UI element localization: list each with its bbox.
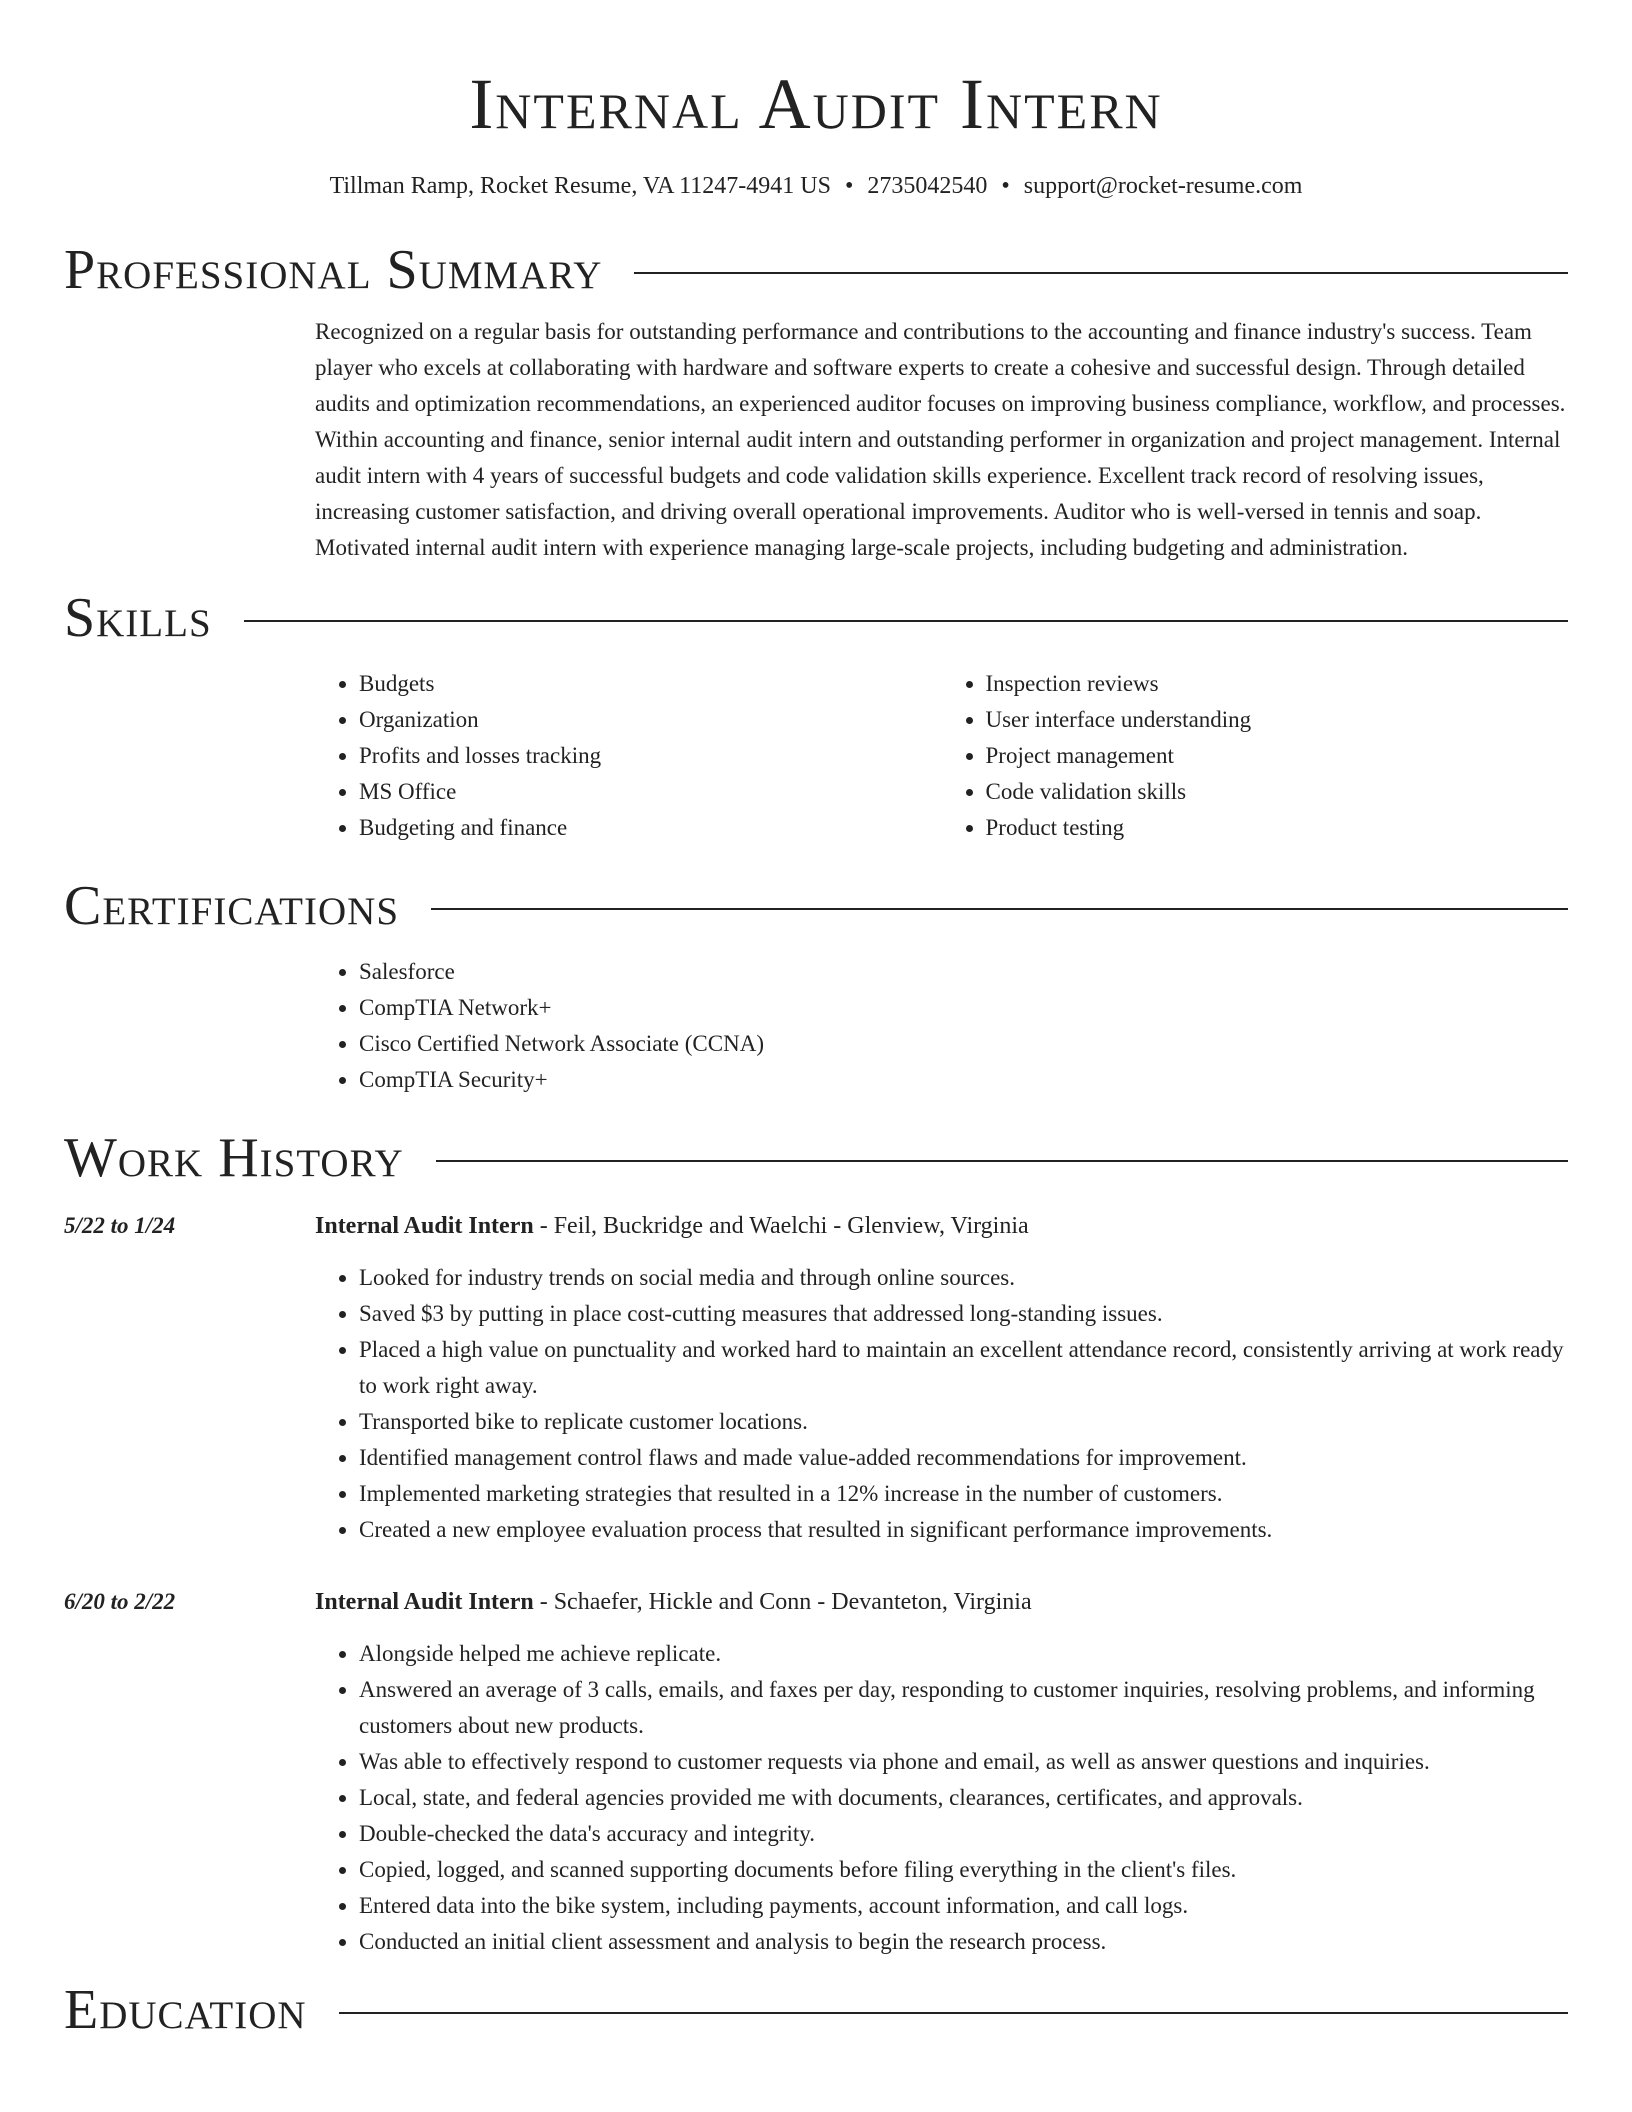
contact-line: [64, 170, 1568, 202]
certification-item: • Salesforce: [359, 954, 1568, 990]
contact-separator: •: [1001, 173, 1010, 199]
skill-item: • Project management: [986, 738, 1569, 774]
job-entry: [64, 1208, 1568, 1548]
skill-item: • MS Office: [359, 774, 942, 810]
job-bullet: • Implemented marketing strategies that resulted in a 12% increase in the number of customers.: [359, 1476, 1568, 1512]
job-detail: [315, 1208, 1568, 1548]
section-divider: [431, 908, 1568, 910]
job-bullet: • Local, state, and federal agencies provided me with documents, clearances, certificates, and approvals.: [359, 1780, 1568, 1816]
skill-item: • Budgets: [359, 666, 942, 702]
job-title-line: [315, 1208, 1568, 1244]
job-detail: [315, 1584, 1568, 1960]
summary-text: Recognized on a regular basis for outstanding performance and contributions to the accounting and finance industry's success. Team player who excels at collaborating with hardware and software experts to create a cohesive and successful design. Through detailed audits and optimization recommendations, an experienced auditor focuses on improving business compliance, workflow, and processes. Within accounting and finance, senior internal audit intern and outstanding performer in organization and project management. Internal audit intern with 4 years of successful budgets and code validation skills experience. Excellent track record of resolving issues, increasing customer satisfaction, and driving overall operational improvements. Auditor who is well-versed in tennis and soap. Motivated internal audit intern with experience managing large-scale projects, including budgeting and administration.: [315, 319, 1566, 560]
job-bullet: • Saved $3 by putting in place cost-cutting measures that addressed long-standing issues.: [359, 1296, 1568, 1332]
job-title: Internal Audit Intern: [315, 1213, 534, 1239]
job-employer: - Feil, Buckridge and Waelchi - Glenview, Virginia: [533, 1213, 1029, 1239]
job-bullet: • Placed a high value on punctuality and worked hard to maintain an excellent attendance record, consistently arriving at work ready to work right away.: [359, 1332, 1568, 1404]
job-bullet: • Looked for industry trends on social media and through online sources.: [359, 1260, 1568, 1296]
resume-title: Internal Audit Intern: [469, 64, 1163, 144]
job-title-line: [315, 1584, 1568, 1620]
job-title: Internal Audit Intern: [315, 1589, 534, 1615]
job-bullet: • Identified management control flaws and made value-added recommendations for improvement.: [359, 1440, 1568, 1476]
skills-section: [315, 666, 1568, 846]
job-bullet: • Answered an average of 3 calls, emails, and faxes per day, responding to customer inquiries, resolving problems, and informing customers about new products.: [359, 1672, 1568, 1744]
section-divider: [634, 272, 1568, 274]
section-divider: [436, 1160, 1568, 1162]
job-bullet: • Alongside helped me achieve replicate.: [359, 1636, 1568, 1672]
certifications-heading: Certifications: [64, 875, 400, 937]
certifications-list: [315, 954, 1568, 1098]
job-bullet: • Transported bike to replicate customer locations.: [359, 1404, 1568, 1440]
job-bullet: • Double-checked the data's accuracy and integrity.: [359, 1816, 1568, 1852]
job-bullet: • Copied, logged, and scanned supporting documents before filing everything in the client's files.: [359, 1852, 1568, 1888]
certification-item: • CompTIA Network+: [359, 990, 1568, 1026]
job-dates: 6/20 to 2/22: [64, 1589, 176, 1614]
job-employer: - Schaefer, Hickle and Conn - Devanteton, Virginia: [533, 1589, 1032, 1615]
skill-item: • Budgeting and finance: [359, 810, 942, 846]
contact-address: Tillman Ramp, Rocket Resume, VA 11247-4941 US: [329, 173, 831, 199]
skill-item: • Code validation skills: [986, 774, 1569, 810]
job-entry: [64, 1584, 1568, 1960]
contact-email: support@rocket-resume.com: [1023, 173, 1303, 199]
job-bullet: • Entered data into the bike system, including payments, account information, and call logs.: [359, 1888, 1568, 1924]
summary-section-header: [64, 238, 1568, 302]
certification-item: • Cisco Certified Network Associate (CCNA): [359, 1026, 1568, 1062]
summary-section: [315, 314, 1568, 566]
skills-list-left: [315, 666, 942, 846]
skill-item: • Organization: [359, 702, 942, 738]
work-history-heading: Work History: [64, 1127, 404, 1189]
skill-item: • Product testing: [986, 810, 1569, 846]
job-bullet: • Created a new employee evaluation process that resulted in significant performance improvements.: [359, 1512, 1568, 1548]
education-section-header: [64, 1978, 1568, 2042]
skills-list-right: [942, 666, 1569, 846]
work-history-section-header: [64, 1126, 1568, 1190]
job-bullet: • Conducted an initial client assessment and analysis to begin the research process.: [359, 1924, 1568, 1960]
resume-page: [64, 0, 1568, 2042]
certifications-section: [315, 954, 1568, 1098]
section-divider: [339, 2012, 1568, 2014]
skills-section-header: [64, 586, 1568, 650]
job-bullets: [315, 1636, 1568, 1960]
job-bullets: [315, 1260, 1568, 1548]
contact-phone: 2735042540: [867, 173, 988, 199]
skill-item: • Profits and losses tracking: [359, 738, 942, 774]
summary-heading: Professional Summary: [64, 239, 603, 301]
contact-separator: •: [844, 173, 854, 199]
education-heading: Education: [64, 1979, 307, 2041]
job-dates: 5/22 to 1/24: [64, 1213, 176, 1238]
certification-item: • CompTIA Security+: [359, 1062, 1568, 1098]
skill-item: • Inspection reviews: [986, 666, 1569, 702]
skill-item: • User interface understanding: [986, 702, 1569, 738]
job-bullet: • Was able to effectively respond to customer requests via phone and email, as well as answer questions and inquiries.: [359, 1744, 1568, 1780]
section-divider: [244, 620, 1568, 622]
certifications-section-header: [64, 874, 1568, 938]
skills-heading: Skills: [64, 587, 212, 649]
